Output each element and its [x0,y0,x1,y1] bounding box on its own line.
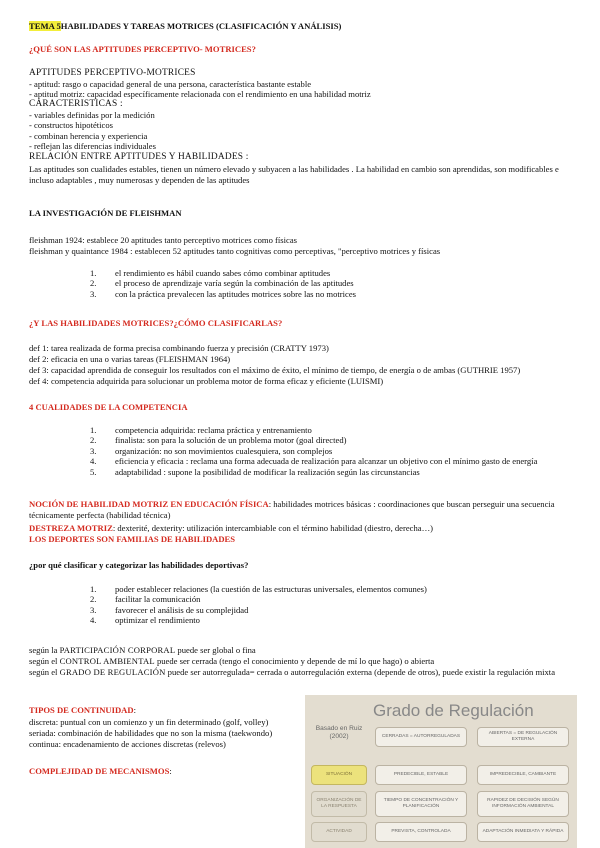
figure-subtitle: Basado en Ruiz (2002) [315,725,363,740]
destreza-text: : dexterité, dexterity: utilización intercambiable con el término habilidad (diestro, derecha…) [112,523,434,533]
list-item [90,425,537,435]
list-text: poder establecer relaciones (la cuestión de las estructuras universales, elementos comunes) [115,584,427,594]
nocion-text: : habilidades motrices básicas : coordinaciones que buscan perseguir una secuencia técnicamente perfecta (habilidad técnica) [29,499,555,520]
list-item [90,584,427,594]
figure-title: Grado de Regulación [373,701,534,720]
text-line: continua: encadenamiento de acciones discretas (relevos) [29,739,226,749]
header-cerradas: CERRADAS = AUTORREGULADAS [375,727,467,747]
list-text: el proceso de aprendizaje varía según la combinación de las aptitudes [115,278,354,289]
text-line: def 2: eficacia en una o varias tareas (FLEISHMAN 1964) [29,354,231,364]
subheading-caracteristicas: CARACTERISTICAS : [29,99,123,109]
list-number: 5. [90,466,97,477]
list-number: 2. [90,435,97,446]
text-line: discreta: puntual con un comienzo y un fin determinado (golf, volley) [29,717,269,727]
list-item [90,446,537,456]
list-number: 1. [90,425,97,435]
heading-por-que: ¿por qué clasificar y categorizar las habilidades deportivas? [29,560,249,570]
cell-prevista: PREVISTA, CONTROLADA [375,822,467,842]
paragraph-destreza [29,523,433,533]
list-text: optimizar el rendimiento [115,615,200,626]
grado-regulacion-figure [305,695,577,848]
destreza-label: DESTREZA MOTRIZ [29,523,113,533]
cell-rapidez-decision: RAPIDEZ DE DECISIÓN SEGÚN INFORMACIÓN AMBIENTAL [477,791,569,817]
side-actividad: ACTIVIDAD [311,822,367,842]
list-text: facilitar la comunicación [115,594,201,605]
cell-tiempo-concentracion: TIEMPO DE CONCENTRACIÓN Y PLANIFICACIÓN [375,791,467,817]
side-situacion: SITUACIÓN [311,765,367,785]
colon: : [133,705,136,715]
criterio-key: CONTROL AMBIENTAL [59,656,155,666]
criterio-pre: según el [29,656,60,666]
tema-label: TEMA 5 [29,21,61,31]
paragraph-nocion [29,499,569,521]
list-number: 3. [90,288,97,299]
list-item: - reflejan las diferencias individuales [29,141,156,151]
heading-continuidad-line [29,705,136,715]
criterio-key: PARTICIPACIÓN CORPORAL [59,645,176,655]
list-number: 4. [90,456,97,467]
text-line: def 3: capacidad aprendida de conseguir los resultados con el máximo de éxito, el mínimo de tiempo, de energía o de ambas (GUTHRIE 1957) [29,365,521,375]
nocion-label: NOCIÓN DE HABILIDAD MOTRIZ EN EDUCACIÓN FÍSICA [29,499,269,509]
cell-adaptacion: ADAPTACIÓN INMEDIATA Y RÁPIDA [477,822,569,842]
list-text: organización: no son movimientos cualesquiera, son complejos [115,445,333,456]
title-text: HABILIDADES Y TAREAS MOTRICES (CLASIFICACIÓN Y ANÁLISIS) [60,21,342,31]
text-line: def 4: competencia adquirida para solucionar un problema motor de forma eficaz y eficiente (LUISMI) [29,376,384,386]
list-item [90,467,537,477]
por-que-list [90,584,427,626]
list-text: eficiencia y eficacia : reclama una forma adecuada de realización para alcanzar un objetivo con el mínimo gasto de energía [115,456,538,467]
heading-complejidad-line [29,766,172,776]
side-organizacion: ORGANIZACIÓN DE LA RESPUESTA [311,791,367,817]
criterio-key: GRADO DE REGULACIÓN [59,667,166,677]
heading-cualidades: 4 CUALIDADES DE LA COMPETENCIA [29,402,188,412]
list-number: 4. [90,615,97,626]
list-text: con la práctica prevalecen las aptitudes motrices sobre las no motrices [115,288,357,299]
header-abiertas: ABIERTAS = DE REGULACIÓN EXTERNA [477,727,569,747]
criterio-participacion [29,645,256,655]
list-text: finalista: son para la solución de un problema motor (goal directed) [115,435,347,446]
text-line: fleishman y quaintance 1984 : establecen 52 aptitudes tanto cognitivas como perceptivas, "perceptivo motrices y físicas [29,246,441,256]
criterio-control [29,656,434,666]
heading-complejidad: COMPLEJIDAD DE MECANISMOS [29,766,170,776]
cell-predecible: PREDECIBLE, ESTABLE [375,765,467,785]
criterio-post: puede ser autorregulada= cerrada o autorregulación externa (depende de otros), puede existir la regulación mixta [165,667,556,677]
list-text: competencia adquirida: reclama práctica y entrenamiento [115,425,312,435]
list-item [90,268,356,278]
list-text: el rendimiento es hábil cuando sabes cómo combinar aptitudes [115,268,331,278]
fleishman-list [90,268,356,299]
list-item [90,435,537,445]
heading-fleishman: LA INVESTIGACIÓN DE FLEISHMAN [29,208,182,218]
document-title [29,21,341,31]
list-item [90,605,427,615]
colon: : [169,766,172,776]
list-number: 1. [90,584,97,594]
text-line: - aptitud: rasgo o capacidad general de una persona, característica bastante estable [29,79,312,89]
list-number: 2. [90,278,97,289]
heading-aptitudes: ¿QUÉ SON LAS APTITUDES PERCEPTIVO- MOTRICES? [29,44,256,54]
list-number: 3. [90,604,97,615]
list-number: 2. [90,594,97,605]
text-line: seriada: combinación de habilidades que no son la misma (taekwondo) [29,728,273,738]
subheading-relacion: RELACIÓN ENTRE APTITUDES Y HABILIDADES : [29,152,249,162]
cualidades-list [90,425,537,477]
criterio-pre: según la [29,645,60,655]
list-item [90,278,356,288]
list-text: favorecer el análisis de su complejidad [115,604,249,615]
list-item: - combinan herencia y experiencia [29,131,148,141]
list-item: - variables definidas por la medición [29,110,155,120]
paragraph-relacion: Las aptitudes son cualidades estables, tienen un número elevado y subyacen a las habilidades . La habilidad en cambio son aprendidas, son modificables e incluso adaptables , muy numerosas y dependen de las aptitudes [29,164,559,185]
criterio-regulacion [29,667,569,678]
heading-habilidades: ¿Y LAS HABILIDADES MOTRICES?¿CÓMO CLASIFICARLAS? [29,318,283,328]
list-item [90,456,537,466]
list-number: 3. [90,445,97,456]
list-item [90,289,356,299]
criterio-post: puede ser cerrada (tengo el conocimiento y depende de mí lo que hago) o abierta [154,656,435,666]
text-line: def 1: tarea realizada de forma precisa combinando fuerza y precisión (CRATTY 1973) [29,343,329,353]
cell-impredecible: IMPREDECIBLE, CAMBIANTE [477,765,569,785]
subheading-aptitudes: APTITUDES PERCEPTIVO-MOTRICES [29,68,196,78]
list-number: 1. [90,268,97,278]
list-item: - constructos hipotéticos [29,120,114,130]
criterio-pre: según el [29,667,60,677]
heading-continuidad: TIPOS DE CONTINUIDAD [29,705,134,715]
list-item [90,615,427,625]
text-line: fleishman 1924: establece 20 aptitudes tanto perceptivo motrices como físicas [29,235,297,245]
heading-deportes: LOS DEPORTES SON FAMILIAS DE HABILIDADES [29,534,236,544]
text-line: - aptitud motriz: capacidad específicamente relacionada con el rendimiento en una habilidad motriz [29,89,371,99]
criterio-post: puede ser global o fina [175,645,256,655]
list-item [90,594,427,604]
list-text: adaptabilidad : supone la posibilidad de modificar la realización según las circunstancias [115,466,420,477]
